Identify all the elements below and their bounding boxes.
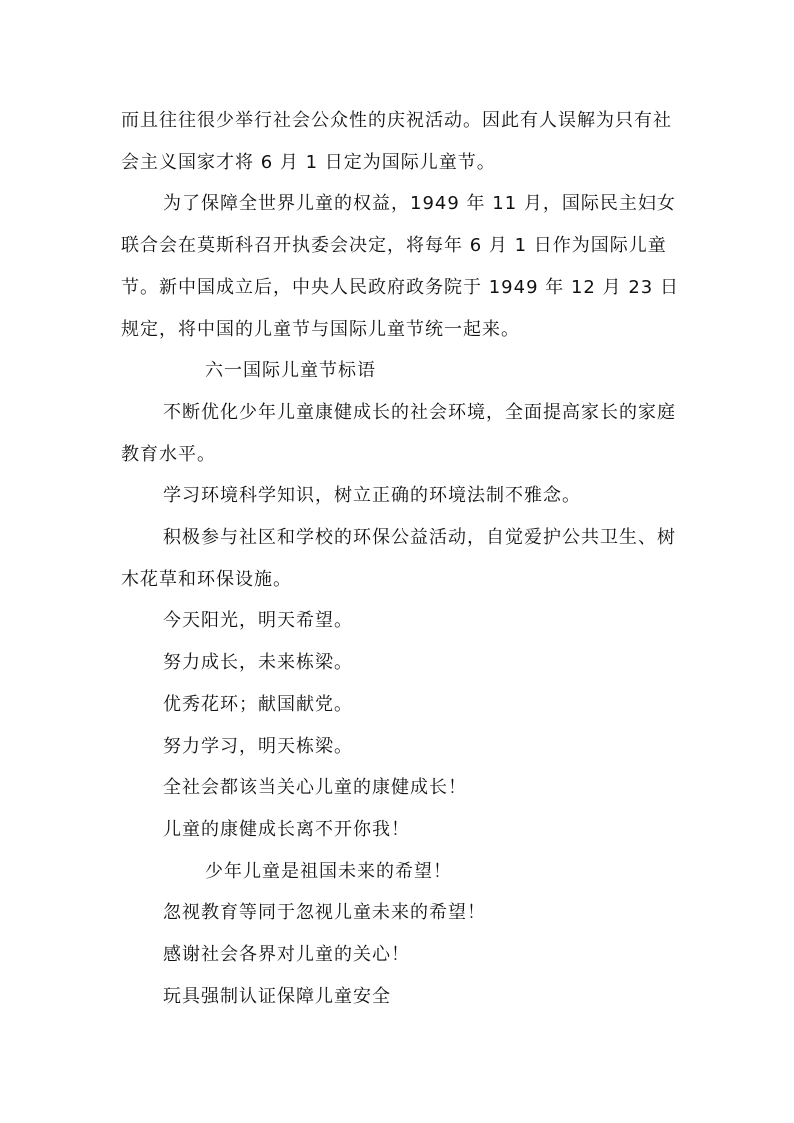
slogan-9: 儿童的康健成长离不开你我！ xyxy=(163,818,410,840)
slogan-13: 玩具强制认证保障儿童安全 xyxy=(163,985,391,1007)
section-heading: 六一国际儿童节标语 xyxy=(205,360,376,382)
slogan-6: 优秀花环；献国献党。 xyxy=(163,693,353,715)
paragraph-history: 为了保障全世界儿童的权益，1949 年 11 月，国际民主妇女联合会在莫斯科召开执委会决定，将每年 6 月 1 日作为国际儿童节。新中国成立后，中央人民政府政务院于 1949 年 12 月 23 日规定，将中国的儿童节与国际儿童节统一起来。 xyxy=(121,193,679,340)
slogan-10: 少年儿童是祖国未来的希望！ xyxy=(205,860,452,882)
document-body xyxy=(121,100,681,1017)
slogan-8: 全社会都该当关心儿童的康健成长！ xyxy=(163,777,467,799)
slogan-5: 努力成长，未来栋梁。 xyxy=(163,652,353,674)
slogan-4: 今天阳光，明天希望。 xyxy=(163,610,353,632)
slogan-12: 感谢社会各界对儿童的关心！ xyxy=(163,944,410,966)
slogan-2: 学习环境科学知识，树立正确的环境法制不雅念。 xyxy=(163,485,581,507)
slogan-7: 努力学习，明天栋梁。 xyxy=(163,735,353,757)
paragraph-intro: 而且往往很少举行社会公众性的庆祝活动。因此有人误解为只有社会主义国家才将 6 月 1 日定为国际儿童节。 xyxy=(121,110,672,173)
slogan-3: 积极参与社区和学校的环保公益活动，自觉爱护公共卫生、树木花草和环保设施。 xyxy=(121,527,676,590)
slogan-1: 不断优化少年儿童康健成长的社会环境，全面提高家长的家庭教育水平。 xyxy=(121,401,676,465)
slogan-11: 忽视教育等同于忽视儿童未来的希望！ xyxy=(163,902,486,924)
